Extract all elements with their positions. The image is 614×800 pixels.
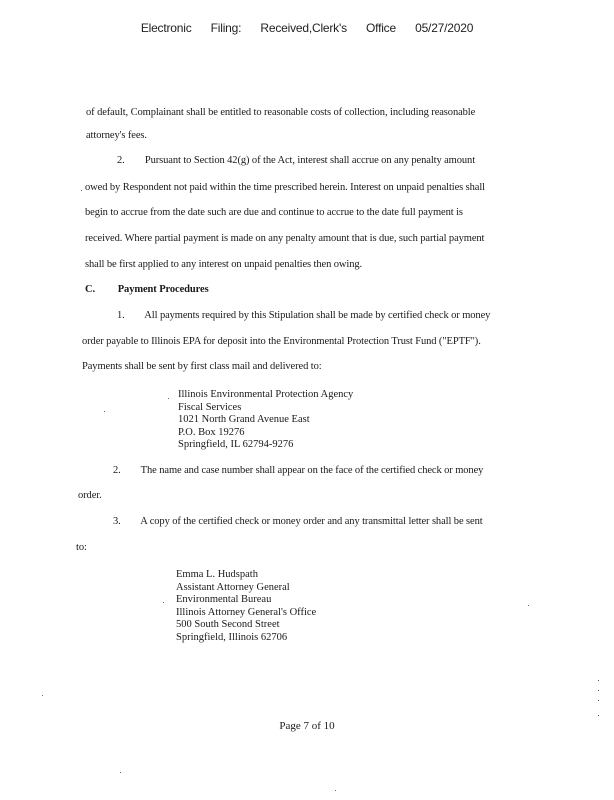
address-block-illinois-epa — [178, 389, 353, 452]
scan-mark — [598, 715, 599, 716]
address-line: 500 South Second Street — [176, 619, 280, 631]
address-line: Illinois Attorney General's Office — [176, 606, 317, 618]
scan-speck — [42, 695, 43, 696]
body-line-15: to: — [76, 542, 87, 553]
header-received: Received,Clerk's — [260, 21, 347, 35]
scan-speck — [104, 411, 105, 412]
body-line-11: Payments shall be sent by first class mail and delivered to: — [82, 361, 322, 372]
body-line-6: received. Where partial payment is made on any penalty amount that is due, such partial payment — [85, 233, 485, 244]
scan-speck — [120, 772, 121, 773]
paragraph-1-start: 1. All payments required by this Stipulation shall be made by certified check or money — [117, 310, 491, 321]
address-line: Assistant Attorney General — [176, 581, 290, 593]
address-block-attorney-general — [176, 569, 316, 645]
page-number: Page 7 of 10 — [279, 720, 335, 732]
body-line-2: attorney's fees. — [86, 130, 147, 141]
body-line-13: order. — [78, 490, 102, 501]
paragraph-2b-start: 2. The name and case number shall appear on the face of the certified check or money — [113, 465, 484, 476]
address-line: P.O. Box 19276 — [178, 426, 245, 438]
header-date: 05/27/2020 — [415, 21, 474, 35]
address-line: Illinois Environmental Protection Agency — [178, 389, 354, 400]
address-line: 1021 North Grand Avenue East — [178, 414, 310, 426]
paragraph-2-start: 2. Pursuant to Section 42(g) of the Act, interest shall accrue on any penalty amount — [117, 155, 476, 166]
address-line: Springfield, Illinois 62706 — [176, 631, 288, 643]
address-line: Environmental Bureau — [176, 594, 272, 606]
paragraph-3-start: 3. A copy of the certified check or money order and any transmittal letter shall be sent — [113, 516, 483, 527]
body-line-10: order payable to Illinois EPA for deposit into the Environmental Protection Trust Fund ("EPTF"). — [82, 336, 481, 347]
scan-speck — [168, 398, 169, 399]
body-line-1: of default, Complainant shall be entitled to reasonable costs of collection, including reasonable — [86, 107, 476, 118]
scan-mark — [598, 700, 599, 701]
efiling-header — [0, 21, 614, 35]
header-filing: Filing: — [210, 21, 242, 35]
scan-mark — [598, 680, 599, 681]
scan-mark — [598, 690, 599, 691]
scan-speck — [335, 790, 336, 791]
address-line: Springfield, IL 62794-9276 — [178, 439, 294, 451]
scan-speck — [163, 602, 164, 603]
header-electronic: Electronic — [140, 21, 192, 35]
body-line-4: owed by Respondent not paid within the time prescribed herein. Interest on unpaid penalties shall — [85, 182, 485, 193]
section-heading-payment-procedures: C. Payment Procedures — [85, 284, 209, 295]
body-line-5: begin to accrue from the date such are due and continue to accrue to the date full payment is — [85, 207, 463, 218]
header-office: Office — [366, 21, 396, 35]
scan-speck — [528, 605, 529, 606]
scan-speck — [81, 190, 82, 191]
address-line: Emma L. Hudspath — [176, 569, 258, 580]
address-line: Fiscal Services — [178, 401, 242, 413]
body-line-7: shall be first applied to any interest on unpaid penalties then owing. — [85, 259, 363, 270]
